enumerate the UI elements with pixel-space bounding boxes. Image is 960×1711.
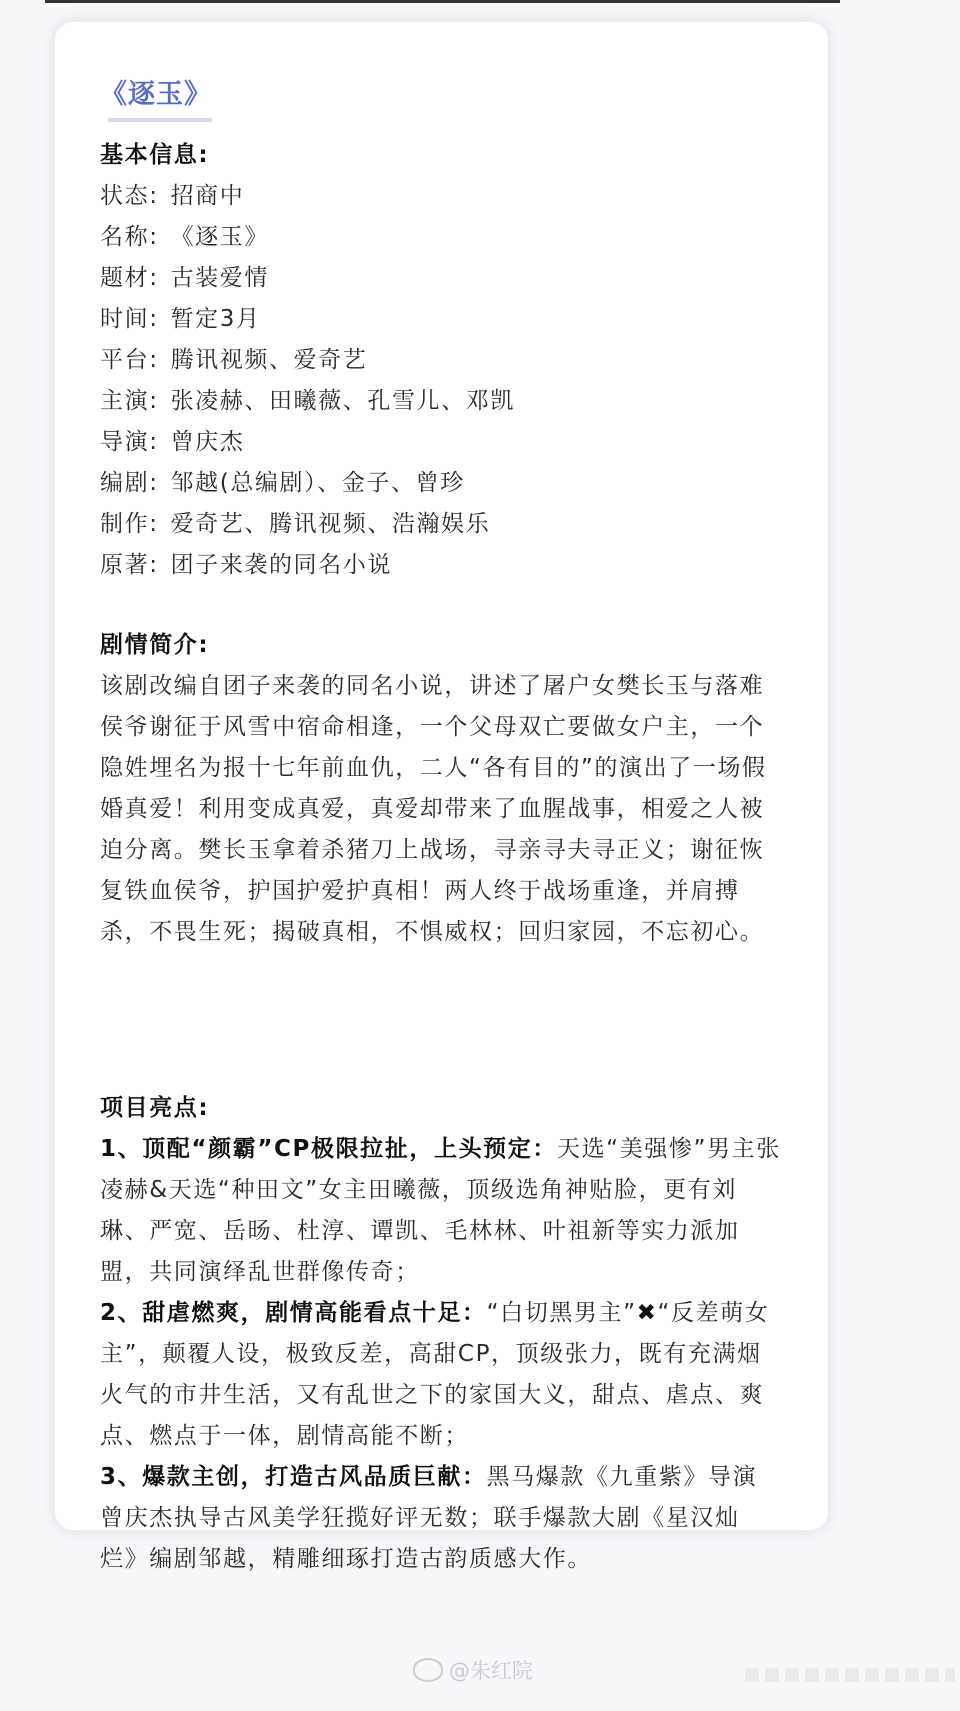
highlights-section	[100, 1088, 781, 1580]
info-value: 爱奇艺、腾讯视频、浩瀚娱乐	[170, 511, 491, 537]
info-value: 邹越(总编剧）、金子、曾珍	[170, 470, 465, 496]
synopsis-line: 该剧改编自团子来袭的同名小说，讲述了屠户女樊长玉与落难	[100, 673, 765, 699]
info-label: 导演:	[100, 429, 159, 455]
synopsis-line: 复铁血侯爷，护国护爱护真相！两人终于战场重逢，并肩搏	[100, 878, 740, 904]
highlight-line	[100, 1252, 781, 1293]
highlight-line	[100, 1539, 781, 1580]
title-underline	[108, 118, 212, 122]
info-value: 招商中	[170, 183, 245, 209]
highlight-text: 火气的市井生活，又有乱世之下的家国大义，甜点、虐点、爽	[100, 1382, 765, 1408]
highlight-text: 琳、严宽、岳旸、杜淳、谭凯、毛林林、叶祖新等实力派加	[100, 1218, 740, 1244]
highlight-line	[100, 1170, 781, 1211]
watermark-text: @朱红院	[449, 1659, 533, 1683]
info-row	[100, 381, 515, 422]
highlight-line	[100, 1211, 781, 1252]
highlights-heading: 项目亮点:	[100, 1095, 210, 1121]
weibo-logo-icon	[413, 1658, 443, 1682]
synopsis-line: 侯爷谢征于风雪中宿命相逢，一个父母双亡要做女户主，一个	[100, 714, 765, 740]
highlight-line	[100, 1293, 781, 1334]
highlight-bold-text: ✖	[636, 1300, 658, 1326]
synopsis-section	[100, 625, 767, 953]
info-label: 题材:	[100, 265, 159, 291]
info-value: 《逐玉》	[170, 224, 269, 250]
info-row	[100, 299, 515, 340]
highlight-bold-text: 1、顶配“颜霸”CP极限拉扯，上头预定：	[100, 1136, 557, 1162]
info-value: 古装爱情	[170, 265, 269, 291]
highlight-text: 主”，颠覆人设，极致反差，高甜CP，顶级张力，既有充满烟	[100, 1341, 762, 1367]
info-row	[100, 463, 515, 504]
info-label: 制作:	[100, 511, 159, 537]
info-value: 腾讯视频、爱奇艺	[170, 347, 368, 373]
synopsis-line: 隐姓埋名为报十七年前血仇，二人“各有目的”的演出了一场假	[100, 755, 767, 781]
info-label: 状态:	[100, 183, 159, 209]
info-label: 名称:	[100, 224, 159, 250]
highlight-line	[100, 1129, 781, 1170]
info-row	[100, 504, 515, 545]
info-value: 曾庆杰	[170, 429, 245, 455]
info-value: 暂定3月	[170, 306, 261, 332]
highlight-line	[100, 1334, 781, 1375]
highlight-line	[100, 1416, 781, 1457]
basic-info-heading: 基本信息:	[100, 142, 210, 168]
synopsis-line: 杀，不畏生死；揭破真相，不惧威权；回归家园，不忘初心。	[100, 919, 765, 945]
info-row	[100, 545, 515, 586]
highlight-bold-text: 2、甜虐燃爽，剧情高能看点十足：	[100, 1300, 487, 1326]
highlight-text: 烂》编剧邹越，精雕细琢打造古韵质感大作。	[100, 1546, 592, 1572]
highlight-text: 曾庆杰执导古风美学狂揽好评无数；联手爆款大剧《星汉灿	[100, 1505, 740, 1531]
info-row	[100, 340, 515, 381]
basic-info-section	[100, 135, 515, 586]
highlight-text: 天选“美强惨”男主张	[556, 1136, 781, 1162]
synopsis-line: 婚真爱！利用变成真爱，真爱却带来了血腥战事，相爱之人被	[100, 796, 765, 822]
top-divider	[45, 0, 840, 3]
synopsis-heading: 剧情简介:	[100, 632, 210, 658]
highlight-text: “白切黑男主”	[486, 1300, 637, 1326]
watermark	[413, 1655, 533, 1685]
info-label: 时间:	[100, 306, 159, 332]
highlight-text: 点、燃点于一体，剧情高能不断；	[100, 1423, 469, 1449]
info-row	[100, 217, 515, 258]
highlight-line	[100, 1375, 781, 1416]
info-label: 编剧:	[100, 470, 159, 496]
info-value: 团子来袭的同名小说	[170, 552, 392, 578]
info-value: 张凌赫、田曦薇、孔雪儿、邓凯	[170, 388, 515, 414]
highlight-text: 盟，共同演绎乱世群像传奇；	[100, 1259, 420, 1285]
info-label: 原著:	[100, 552, 159, 578]
synopsis-line: 迫分离。樊长玉拿着杀猪刀上战场，寻亲寻夫寻正义；谢征恢	[100, 837, 765, 863]
highlight-text: “反差萌女	[657, 1300, 770, 1326]
info-row	[100, 176, 515, 217]
blurred-watermark	[745, 1668, 955, 1682]
info-label: 平台:	[100, 347, 159, 373]
info-row	[100, 422, 515, 463]
highlight-text: 凌赫&天选“种田文”女主田曦薇，顶级选角神贴脸，更有刘	[100, 1177, 737, 1203]
highlight-line	[100, 1498, 781, 1539]
info-label: 主演:	[100, 388, 159, 414]
highlight-bold-text: 3、爆款主创，打造古风品质巨献：	[100, 1464, 487, 1490]
highlight-line	[100, 1457, 781, 1498]
highlight-text: 黑马爆款《九重紫》导演	[486, 1464, 758, 1490]
info-row	[100, 258, 515, 299]
drama-title: 《逐玉》	[100, 79, 212, 110]
